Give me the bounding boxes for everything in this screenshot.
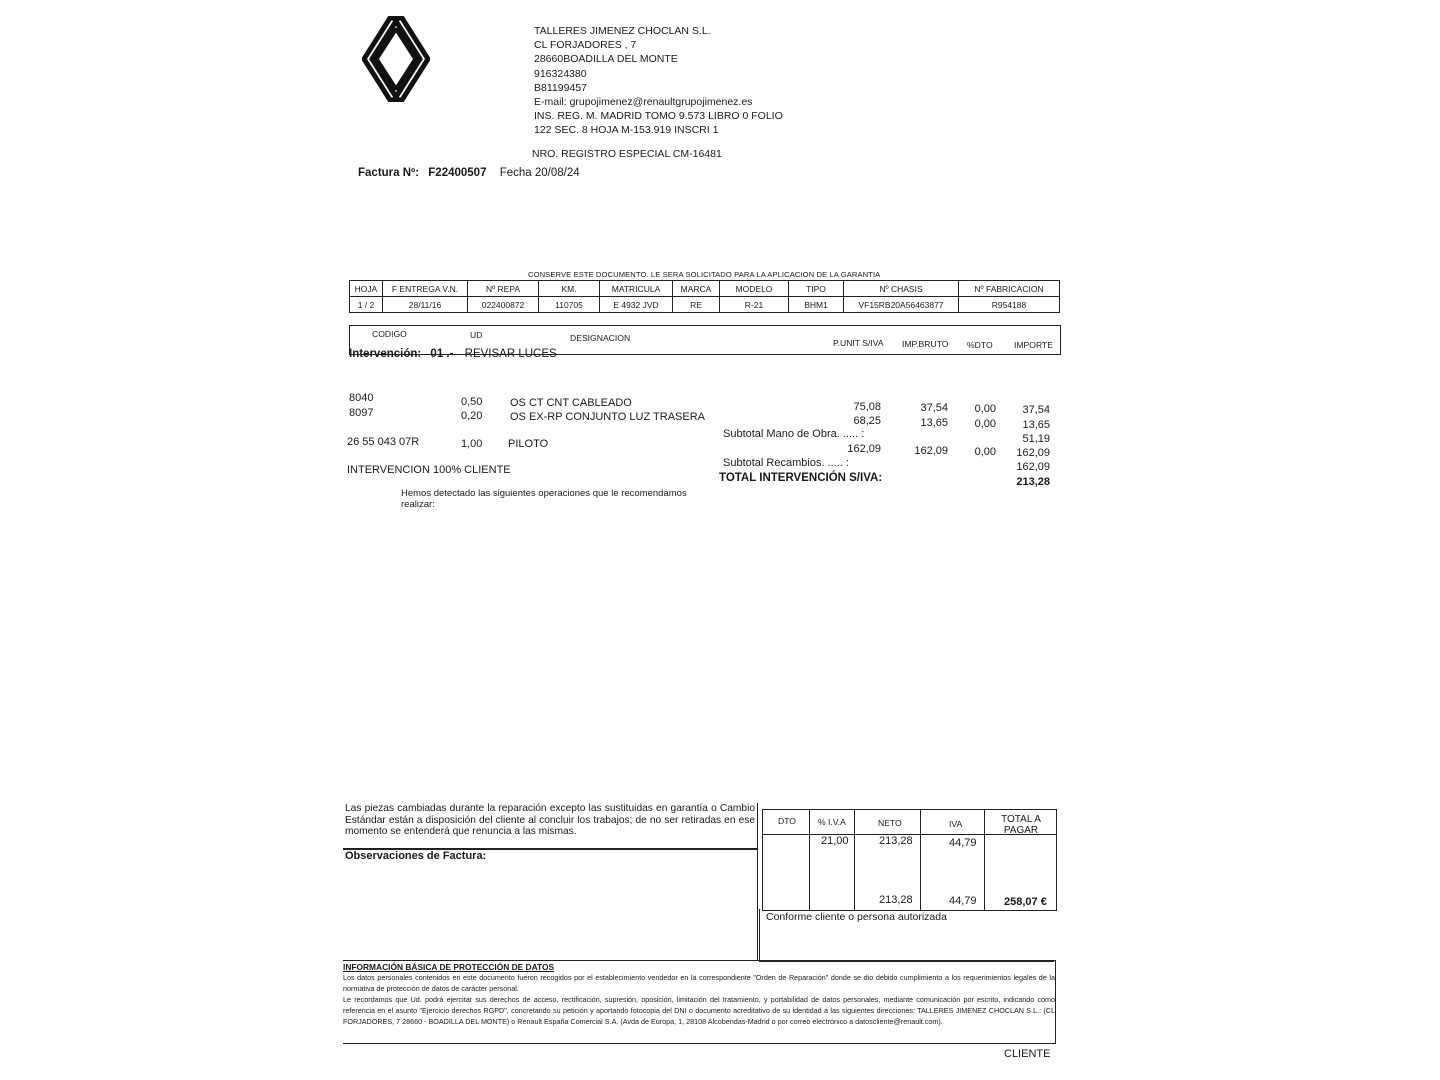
line-bruto: 13,65 bbox=[920, 417, 948, 429]
intervencion-number: 01 .- bbox=[430, 348, 454, 360]
vt-h-fabricacion: Nº FABRICACION bbox=[959, 281, 1060, 297]
th-iva-pct: % I.V.A bbox=[818, 817, 846, 827]
col-divider bbox=[809, 810, 810, 910]
conforme-label: Conforme cliente o persona autorizada bbox=[766, 911, 947, 923]
invoice-header bbox=[358, 167, 580, 179]
recomendacion-note: Hemos detectado las siguientes operaciones que le recomendamos realizar: bbox=[401, 488, 687, 510]
iva-value: 44,79 bbox=[949, 837, 977, 849]
line-desc: OS CT CNT CABLEADO bbox=[510, 397, 632, 409]
proteccion-p2: Le recordamos que Ud. podrá ejercitar sus derechos de acceso, rectificación, supresión, oposición, limitación del tratamiento, y portabilidad de datos personales, mediante comunicación por escrito, indicando como referencia en el asunto "Ejercicio derechos RGPD", concretando su petición y aportando fotocopia del DNI o documento acreditativo de su identidad a las siguientes direcciones: TALLERES JIMENEZ CHOCLAN S.L.: (CL FORJADORES, 7 28660 - BOADILLA DEL MONTE) o Renault España Comercial S.A. (Avda de Europa, 1, 28108 Alcobendas-Madrid o por correo electrónico a datoscliente@renault.com). bbox=[343, 995, 1055, 1026]
line-dto: 0,00 bbox=[974, 418, 996, 430]
company-email: E-mail: grupojimenez@renaultgrupojimenez.es bbox=[534, 96, 753, 109]
company-reg2: 122 SEC. 8 HOJA M-153.919 INSCRI 1 bbox=[534, 124, 719, 137]
col-divider bbox=[920, 810, 921, 910]
company-name: TALLERES JIMENEZ CHOCLAN S.L. bbox=[534, 25, 711, 37]
col-divider bbox=[984, 810, 985, 910]
vt-v-entrega: 28/11/16 bbox=[383, 297, 468, 313]
company-phone: 916324380 bbox=[534, 67, 587, 80]
line-desc: OS EX-RP CONJUNTO LUZ TRASERA bbox=[510, 411, 705, 423]
observaciones-label: Observaciones de Factura: bbox=[345, 850, 487, 862]
subtotal-recambios-label: Subtotal Recambios. ..... : bbox=[723, 457, 849, 469]
vt-v-chasis: VF15RB20A56463877 bbox=[844, 297, 959, 313]
registro-especial: NRO. REGISTRO ESPECIAL CM-16481 bbox=[532, 148, 722, 160]
vt-v-fabricacion: R954188 bbox=[959, 297, 1060, 313]
vt-h-km: KM. bbox=[539, 281, 600, 297]
total-pagar: 258,07 € bbox=[1004, 896, 1047, 908]
th-dto: DTO bbox=[778, 816, 796, 826]
vt-h-chasis: Nº CHASIS bbox=[844, 281, 959, 297]
line-importe: 37,54 bbox=[1022, 404, 1050, 416]
line-dto: 0,00 bbox=[974, 403, 996, 415]
conserve-note: CONSERVE ESTE DOCUMENTO. LE SERA SOLICITADO PARA LA APLICACION DE LA GARANTIA bbox=[528, 270, 881, 279]
renault-logo bbox=[362, 16, 430, 102]
total-intervencion-label: TOTAL INTERVENCIÓN S/IVA: bbox=[719, 472, 883, 484]
cliente-note: INTERVENCION 100% CLIENTE bbox=[347, 464, 511, 476]
th-neto: NETO bbox=[878, 818, 902, 828]
line-punit: 162,09 bbox=[847, 443, 881, 455]
vt-h-hoja: HOJA bbox=[350, 281, 383, 297]
lh-codigo: CODIGO bbox=[372, 329, 407, 339]
intervencion-label: Intervención: bbox=[349, 348, 422, 360]
line-punit: 68,25 bbox=[853, 415, 881, 427]
observaciones-box bbox=[343, 849, 758, 961]
total-intervencion: 213,28 bbox=[1016, 476, 1050, 488]
line-importe: 13,65 bbox=[1022, 419, 1050, 431]
lh-ud: UD bbox=[470, 330, 483, 340]
vt-h-tipo: TIPO bbox=[789, 281, 844, 297]
intervencion-title bbox=[349, 348, 557, 360]
vehicle-table-values bbox=[350, 297, 1060, 313]
line-ud: 0,50 bbox=[461, 396, 483, 408]
vehicle-table bbox=[349, 280, 1060, 313]
lh-importe: IMPORTE bbox=[1014, 340, 1053, 350]
company-city: 28660BOADILLA DEL MONTE bbox=[534, 53, 678, 66]
vt-v-matricula: E 4932 JVD bbox=[600, 297, 673, 313]
vt-v-repa: 022400872 bbox=[468, 297, 539, 313]
line-punit: 75,08 bbox=[853, 401, 881, 413]
vt-h-matricula: MATRICULA bbox=[600, 281, 673, 297]
iva-pct-value: 21,00 bbox=[821, 835, 849, 847]
line-bruto: 162,09 bbox=[914, 445, 948, 457]
invoice-number: F22400507 bbox=[428, 167, 487, 179]
subtotal-mano-obra: 51,19 bbox=[1022, 433, 1050, 445]
company-block bbox=[534, 24, 783, 138]
vehicle-table-header bbox=[350, 281, 1060, 297]
vt-v-km: 110705 bbox=[539, 297, 600, 313]
subtotal-recambios: 162,09 bbox=[1016, 461, 1050, 473]
line-desc: PILOTO bbox=[508, 438, 549, 450]
iva-total: 44,79 bbox=[949, 895, 977, 907]
line-code: 8040 bbox=[349, 392, 374, 404]
proteccion-p1: Los datos personales contenidos en este documento fueron recogidos por el establecimiento vendedor en la correspondiente "Orden de Reparación" donde se dio debido cumplimiento a los requerimientos legales de la normativa de protección de datos de carácter personal. bbox=[343, 973, 1055, 993]
totals-table bbox=[762, 809, 1057, 911]
th-iva: IVA bbox=[949, 819, 963, 829]
piezas-note: Las piezas cambiadas durante la reparación excepto las sustituidas en garantía o Cambio Estándar están a disposición del cliente al concluir los trabajos; de no ser retiradas en ese momento se entenderá que renuncia a las mismas. bbox=[345, 803, 755, 837]
vt-h-repa: Nº REPA bbox=[468, 281, 539, 297]
invoice-label: Factura Nº: bbox=[358, 167, 420, 179]
line-ud: 1,00 bbox=[461, 438, 483, 450]
col-divider bbox=[854, 810, 855, 910]
conforme-box bbox=[759, 909, 1054, 962]
copy-label: CLIENTE bbox=[1004, 1048, 1051, 1060]
line-dto: 0,00 bbox=[974, 446, 996, 458]
line-bruto: 37,54 bbox=[920, 402, 948, 414]
vt-v-tipo: BHM1 bbox=[789, 297, 844, 313]
lh-dto: %DTO bbox=[967, 340, 993, 350]
vt-h-modelo: MODELO bbox=[720, 281, 789, 297]
piezas-box bbox=[343, 803, 758, 849]
neto-total: 213,28 bbox=[879, 894, 913, 906]
lh-impbruto: IMP.BRUTO bbox=[902, 339, 949, 349]
lh-punit: P.UNIT S/IVA bbox=[833, 338, 884, 348]
proteccion-box bbox=[343, 960, 1056, 1044]
proteccion-title: INFORMACIÓN BÁSICA DE PROTECCIÓN DE DATOS bbox=[343, 962, 555, 972]
subtotal-mano-obra-label: Subtotal Mano de Obra. ..... : bbox=[723, 428, 865, 440]
line-ud: 0,20 bbox=[461, 410, 483, 422]
vt-h-entrega: F ENTREGA V.N. bbox=[383, 281, 468, 297]
line-code: 8097 bbox=[349, 407, 374, 419]
company-street: CL FORJADORES , 7 bbox=[534, 39, 637, 52]
intervencion-desc: REVISAR LUCES bbox=[464, 348, 557, 360]
vt-h-marca: MARCA bbox=[673, 281, 720, 297]
vt-v-marca: RE bbox=[673, 297, 720, 313]
vt-v-modelo: R-21 bbox=[720, 297, 789, 313]
lh-designacion: DESIGNACION bbox=[570, 333, 631, 343]
neto-value: 213,28 bbox=[879, 835, 913, 847]
th-total: TOTAL A PAGAR bbox=[1001, 814, 1041, 836]
line-importe: 162,09 bbox=[1016, 447, 1050, 459]
line-code: 26 55 043 07R bbox=[347, 436, 420, 448]
vt-v-hoja: 1 / 2 bbox=[350, 297, 383, 313]
invoice-date: Fecha 20/08/24 bbox=[499, 167, 580, 179]
company-reg1: INS. REG. M. MADRID TOMO 9.573 LIBRO 0 FOLIO bbox=[534, 110, 783, 123]
company-cif: B81199457 bbox=[534, 81, 587, 94]
